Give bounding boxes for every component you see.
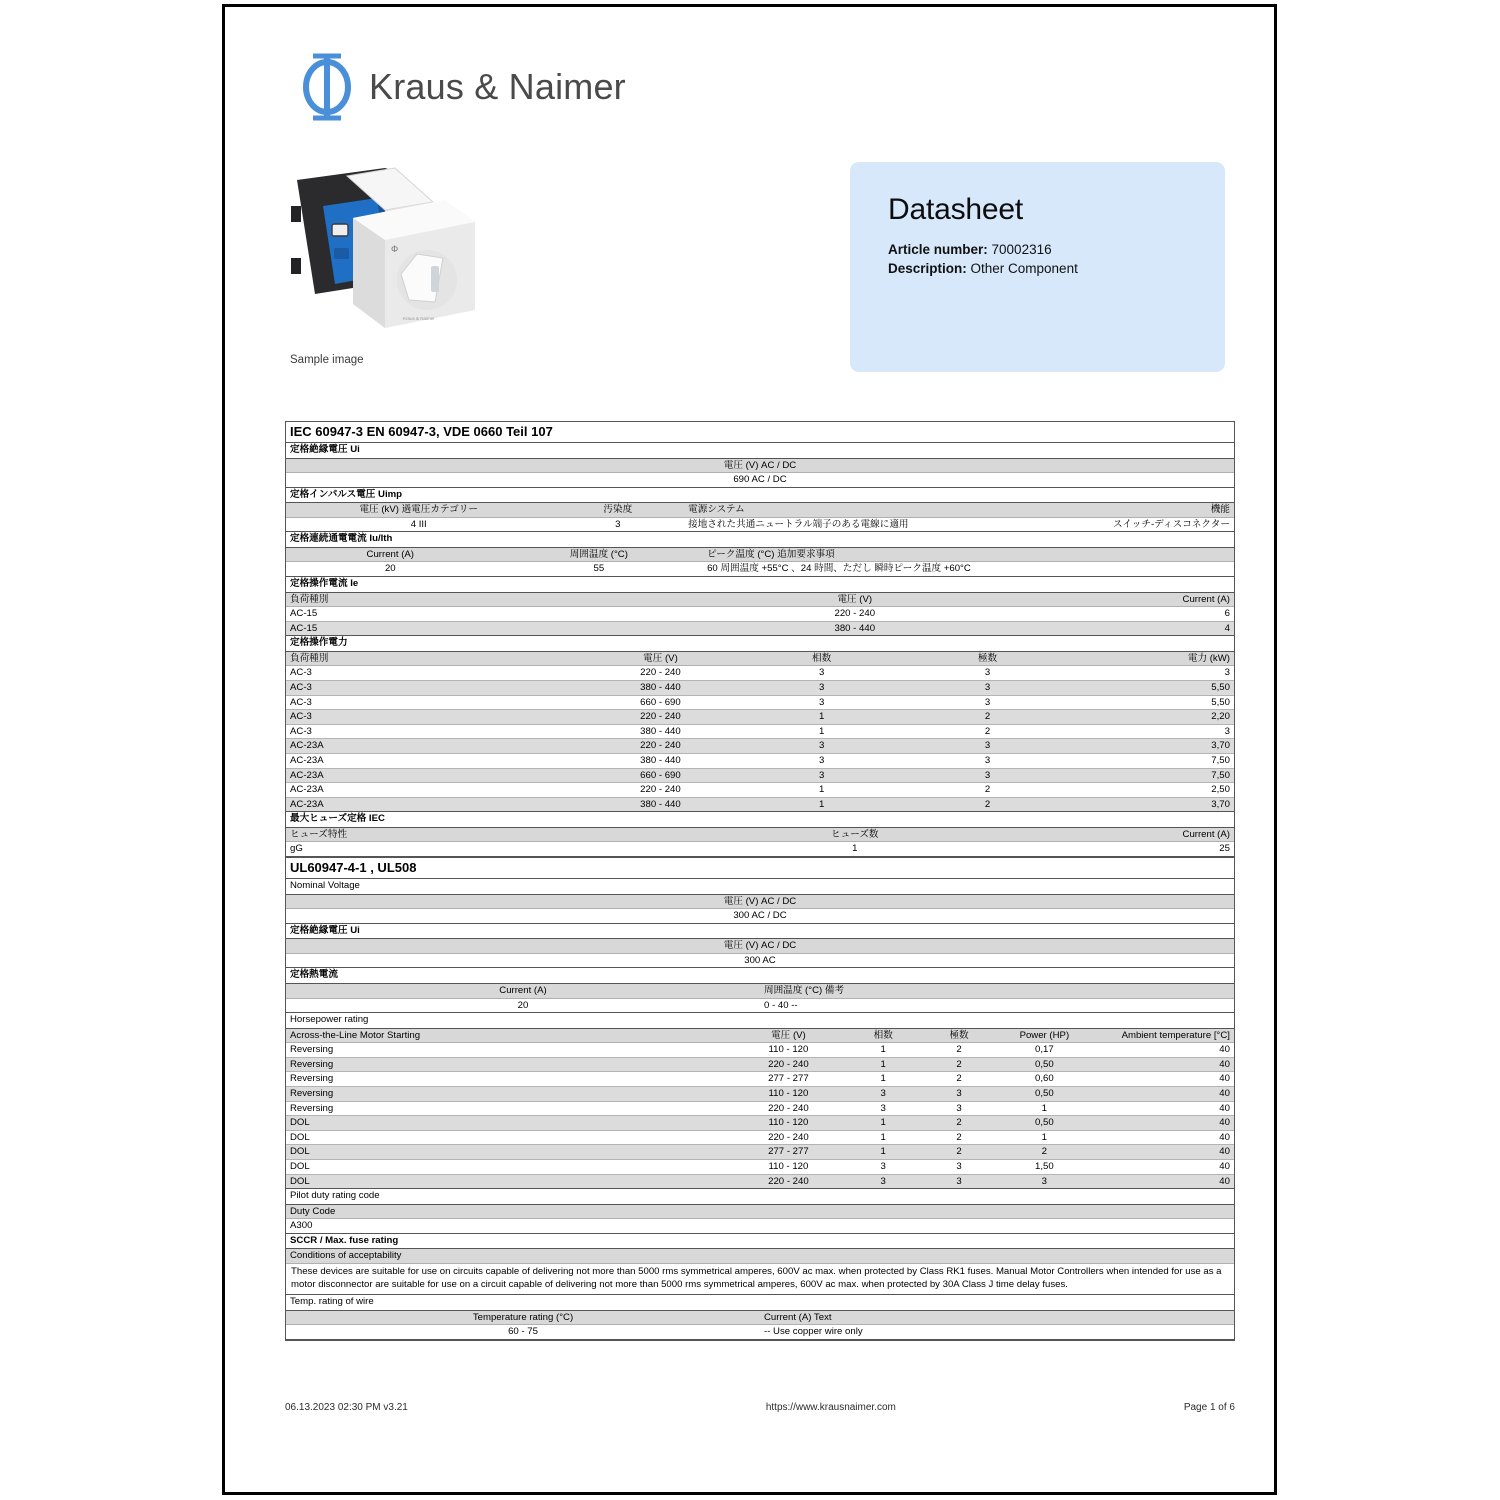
section-title-row: Horsepower rating [286, 1013, 1234, 1029]
section-title-row: 最大ヒューズ定格 IEC [286, 812, 1234, 828]
product-figure [285, 162, 510, 366]
header-cell-0: 負荷種別 [290, 593, 329, 605]
footer-page-number: Page 1 of 6 [1183, 1402, 1235, 1413]
data-cell-0: 690 AC / DC [733, 474, 787, 486]
header-cell-1: 電圧 (V) [837, 593, 873, 605]
standard-title-row: IEC 60947-3 EN 60947-3, VDE 0660 Teil 107 [286, 422, 1234, 443]
data-cell-5: 40 [1219, 1117, 1230, 1129]
data-cell-4: 0,50 [1035, 1058, 1054, 1070]
header-cell-0: Conditions of acceptability [290, 1250, 402, 1262]
header-cell-5: Ambient temperature [°C] [1121, 1029, 1230, 1041]
header-cell-0: 電圧 (kV) 過電圧カテゴリー [359, 504, 478, 516]
data-cell-0: AC-3 [290, 696, 312, 708]
header-cell-3: 極数 [949, 1029, 969, 1041]
data-cell-4: 3 [1224, 725, 1230, 737]
header-cell-2: 相数 [812, 652, 832, 664]
header-cell-1: Current (A) Text [764, 1311, 832, 1323]
header-cell-0: 負荷種別 [290, 652, 329, 664]
brand-name: Kraus & Naimer [369, 66, 626, 107]
data-cell-3: 3 [984, 667, 991, 679]
svg-text:Φ: Φ [391, 244, 399, 254]
data-cell-1: 380 - 440 [834, 622, 876, 634]
data-cell-2: 3 [818, 740, 825, 752]
header-cell-0: 電圧 (V) AC / DC [723, 459, 797, 471]
datasheet-info-card [850, 162, 1225, 372]
description-value: Other Component [966, 261, 1078, 277]
data-cell-5: 40 [1219, 1044, 1230, 1056]
data-cell-0: DOL [290, 1131, 310, 1143]
table-row [286, 1219, 1234, 1234]
data-cell-4: 3,70 [1211, 740, 1230, 752]
header-cell-0: Current (A) [366, 548, 414, 560]
header-cell-2: 相数 [873, 1029, 893, 1041]
table-row [286, 681, 1234, 696]
section-title-row: 定格連続通電電流 Iu/Ith [286, 532, 1234, 548]
data-cell-1: 220 - 240 [768, 1175, 809, 1187]
column-header-row [286, 1311, 1234, 1326]
table-row [286, 710, 1234, 725]
header-cell-0: Current (A) [499, 984, 547, 996]
data-cell-4: 7,50 [1211, 769, 1230, 781]
description-label: Description: [888, 261, 967, 277]
header-cell-2: Current (A) [1182, 828, 1230, 840]
data-cell-1: 660 - 690 [640, 696, 681, 708]
data-cell-0: AC-3 [290, 711, 312, 723]
data-cell-3: 3 [956, 1160, 962, 1172]
header-cell-3: 機能 [1210, 504, 1230, 516]
data-cell-2: 6 [1224, 608, 1230, 620]
column-header-row [286, 1205, 1234, 1220]
data-cell-3: スイッチ-ディスコネクター [1113, 518, 1230, 530]
data-cell-2: 1 [880, 1131, 886, 1143]
document-page [222, 4, 1277, 1495]
table-row [286, 1102, 1234, 1117]
data-cell-5: 40 [1219, 1160, 1230, 1172]
data-cell-5: 40 [1219, 1175, 1230, 1187]
data-cell-4: 0,60 [1035, 1073, 1054, 1085]
table-row [286, 769, 1234, 784]
data-cell-3: 3 [956, 1175, 962, 1187]
table-row [286, 1072, 1234, 1087]
column-header-row [286, 548, 1234, 563]
data-cell-0: 20 [517, 999, 529, 1011]
data-cell-0: 20 [384, 563, 396, 575]
data-cell-2: 3 [818, 667, 825, 679]
data-cell-4: 1 [1041, 1102, 1048, 1114]
data-cell-2: 60 周囲温度 +55°C 、24 時間、ただし 瞬時ピーク温度 +60°C [707, 563, 971, 575]
header-cell-2: ピーク温度 (°C) 追加要求事項 [707, 548, 835, 560]
data-cell-1: 0 - 40 -- [764, 999, 798, 1011]
header-cell-2: Current (A) [1182, 593, 1230, 605]
data-cell-0: 60 - 75 [508, 1326, 538, 1338]
table-row [286, 1145, 1234, 1160]
phi-logo-icon [299, 52, 355, 122]
data-cell-4: 2,20 [1211, 711, 1230, 723]
data-cell-0: AC-15 [290, 608, 318, 620]
data-cell-3: 2 [984, 798, 991, 810]
data-cell-3: 3 [984, 769, 991, 781]
data-cell-0: 4 III [410, 518, 427, 530]
data-cell-4: 5,50 [1211, 696, 1230, 708]
header-cell-1: ヒューズ数 [831, 828, 879, 840]
data-cell-0: DOL [290, 1146, 310, 1158]
data-cell-1: 220 - 240 [768, 1102, 809, 1114]
section-title-row: 定格絶縁電圧 Ui [286, 924, 1234, 940]
table-row [286, 562, 1234, 577]
header-cell-3: 極数 [977, 652, 998, 664]
column-header-row [286, 984, 1234, 999]
section-title-row: Nominal Voltage [286, 879, 1234, 895]
data-cell-2: 1 [818, 798, 825, 810]
section-title-row: 定格操作電力 [286, 636, 1234, 652]
data-cell-0: gG [290, 843, 303, 855]
data-cell-2: 1 [880, 1073, 886, 1085]
header-cell-0: 電圧 (V) AC / DC [723, 940, 797, 952]
data-cell-0: AC-3 [290, 725, 312, 737]
section-title-row: 定格熱電流 [286, 968, 1234, 984]
data-cell-2: 1 [818, 784, 825, 796]
data-cell-1: 660 - 690 [640, 769, 681, 781]
data-cell-3: 2 [984, 784, 991, 796]
product-photo [285, 162, 490, 337]
table-row [286, 1087, 1234, 1102]
data-cell-2: 3 [880, 1175, 886, 1187]
table-row [286, 999, 1234, 1014]
data-cell-1: 220 - 240 [640, 740, 681, 752]
header-cell-0: Temperature rating (°C) [472, 1311, 574, 1323]
data-cell-0: DOL [290, 1160, 310, 1172]
table-row [286, 783, 1234, 798]
data-cell-1: 110 - 120 [768, 1117, 809, 1129]
table-row [286, 909, 1234, 924]
header-cell-1: 電圧 (V) [771, 1029, 806, 1041]
data-cell-3: 3 [956, 1088, 962, 1099]
specification-table [285, 421, 1235, 1341]
data-cell-0: Reversing [290, 1044, 334, 1056]
header-cell-0: 電圧 (V) AC / DC [723, 895, 797, 907]
data-cell-5: 40 [1219, 1073, 1230, 1085]
article-number-value: 70002316 [987, 241, 1052, 257]
table-row [286, 739, 1234, 754]
conditions-note: These devices are suitable for use on circuits capable of delivering not more than 5000 rms symmetrical amperes, 600V ac max. when protected by Class RK1 fuses. Manual Motor Controllers when intended for use as a motor disconnector are suitable for use on a circuit capable of delivering not more than 5000 rms symmetrical amperes, 600V ac max. when protected by 30A Class J time delay fuses. [286, 1264, 1234, 1295]
column-header-row [286, 459, 1234, 474]
data-cell-3: 2 [956, 1073, 962, 1085]
data-cell-2: 1 [818, 711, 825, 723]
data-cell-4: 2,50 [1211, 784, 1230, 796]
data-cell-4: 2 [1041, 1146, 1048, 1158]
data-cell-0: AC-23A [290, 755, 324, 766]
section-title-row: 定格絶縁電圧 Ui [286, 443, 1234, 459]
column-header-row [286, 939, 1234, 954]
data-cell-3: 2 [984, 711, 991, 723]
table-row [286, 473, 1234, 488]
data-cell-0: A300 [290, 1220, 313, 1232]
header-cell-1: 電圧 (V) [643, 652, 678, 664]
standard-title-row: UL60947-4-1 , UL508 [286, 857, 1234, 879]
data-cell-1: 220 - 240 [834, 608, 876, 620]
data-cell-5: 40 [1219, 1146, 1230, 1158]
data-cell-1: 220 - 240 [640, 711, 681, 723]
table-row [286, 1043, 1234, 1058]
column-header-row [286, 593, 1234, 608]
data-cell-3: 2 [956, 1044, 962, 1056]
data-cell-2: 1 [818, 725, 825, 737]
data-cell-1: 380 - 440 [640, 682, 681, 694]
data-cell-1: 3 [615, 518, 621, 530]
data-cell-1: 380 - 440 [640, 798, 681, 810]
data-cell-5: 40 [1219, 1058, 1230, 1070]
footer-timestamp: 06.13.2023 02:30 PM v3.21 [285, 1402, 408, 1413]
header-cell-4: Power (HP) [1019, 1029, 1070, 1041]
table-row [286, 696, 1234, 711]
data-cell-3: 2 [984, 725, 991, 737]
column-header-row [286, 1029, 1234, 1044]
data-cell-4: 3 [1224, 667, 1230, 679]
data-cell-0: DOL [290, 1117, 310, 1129]
data-cell-2: 1 [880, 1058, 886, 1070]
brand-logo [299, 52, 626, 122]
data-cell-0: Reversing [290, 1102, 334, 1114]
data-cell-3: 3 [984, 696, 991, 708]
data-cell-4: 1,50 [1035, 1160, 1054, 1172]
table-row [286, 1131, 1234, 1146]
data-cell-2: 3 [880, 1102, 886, 1114]
data-cell-4: 7,50 [1211, 755, 1230, 766]
data-cell-0: AC-23A [290, 740, 324, 752]
data-cell-0: AC-3 [290, 682, 312, 694]
data-cell-1: 380 - 440 [640, 725, 681, 737]
data-cell-1: -- Use copper wire only [764, 1326, 863, 1338]
data-cell-0: AC-3 [290, 667, 312, 679]
datasheet-title: Datasheet [888, 193, 1023, 226]
data-cell-1: 220 - 240 [640, 784, 681, 796]
table-row [286, 666, 1234, 681]
page-footer [285, 1402, 1235, 1413]
header-cell-0: ヒューズ特性 [290, 828, 348, 840]
data-cell-5: 40 [1219, 1131, 1230, 1143]
data-cell-2: 3 [880, 1088, 886, 1099]
data-cell-0: Reversing [290, 1073, 334, 1085]
data-cell-2: 3 [818, 755, 825, 766]
data-cell-2: 1 [880, 1117, 886, 1129]
table-row [286, 1175, 1234, 1190]
data-cell-1: 110 - 120 [768, 1088, 809, 1099]
table-row [286, 798, 1234, 813]
table-row [286, 725, 1234, 740]
data-cell-2: 3 [880, 1160, 886, 1172]
data-cell-0: 300 AC / DC [733, 910, 787, 922]
data-cell-0: 300 AC [744, 954, 776, 966]
data-cell-5: 40 [1219, 1088, 1230, 1099]
data-cell-3: 2 [956, 1058, 962, 1070]
data-cell-0: AC-23A [290, 769, 324, 781]
header-cell-0: Across-the-Line Motor Starting [290, 1029, 421, 1041]
data-cell-2: 4 [1224, 622, 1230, 634]
data-cell-4: 3 [1041, 1175, 1048, 1187]
table-row [286, 1325, 1234, 1340]
data-cell-3: 2 [956, 1117, 962, 1129]
section-title-row: SCCR / Max. fuse rating [286, 1234, 1234, 1250]
data-cell-3: 3 [956, 1102, 962, 1114]
section-title-row: 定格操作電流 Ie [286, 577, 1234, 593]
data-cell-4: 1 [1041, 1131, 1048, 1143]
data-cell-0: Reversing [290, 1058, 334, 1070]
data-cell-2: 3 [818, 682, 825, 694]
column-header-row [286, 652, 1234, 667]
table-row [286, 622, 1234, 637]
data-cell-1: 277 - 277 [768, 1073, 809, 1085]
table-row [286, 607, 1234, 622]
data-cell-4: 3,70 [1211, 798, 1230, 810]
data-cell-3: 2 [956, 1131, 962, 1143]
data-cell-2: 25 [1219, 843, 1230, 855]
section-title-row: 定格インパルス電圧 Uimp [286, 488, 1234, 504]
data-cell-4: 0,17 [1035, 1044, 1054, 1056]
data-cell-1: 220 - 240 [768, 1058, 809, 1070]
data-cell-0: DOL [290, 1175, 310, 1187]
svg-text:Kraus & Naimer: Kraus & Naimer [403, 316, 435, 321]
data-cell-3: 3 [984, 755, 991, 766]
table-row [286, 754, 1234, 769]
data-cell-3: 2 [956, 1146, 962, 1158]
data-cell-0: AC-15 [290, 622, 318, 634]
table-row [286, 954, 1234, 969]
header-cell-1: 周囲温度 (°C) [569, 548, 628, 560]
article-number-line [888, 240, 1187, 260]
column-header-row [286, 503, 1234, 518]
table-row [286, 518, 1234, 533]
data-cell-1: 110 - 120 [768, 1044, 809, 1056]
article-number-label: Article number: [888, 241, 988, 257]
data-cell-1: 110 - 120 [768, 1160, 809, 1172]
column-header-row [286, 828, 1234, 843]
header-cell-1: 周囲温度 (°C) 備考 [764, 984, 845, 996]
section-title-row: Temp. rating of wire [286, 1295, 1234, 1311]
description-line [888, 259, 1187, 279]
data-cell-4: 0,50 [1035, 1088, 1054, 1099]
data-cell-0: Reversing [290, 1088, 334, 1099]
sample-image-caption: Sample image [290, 354, 364, 366]
footer-url: https://www.krausnaimer.com [765, 1402, 896, 1413]
table-row [286, 1160, 1234, 1175]
data-cell-1: 277 - 277 [768, 1146, 809, 1158]
data-cell-4: 5,50 [1211, 682, 1230, 694]
data-cell-1: 1 [852, 843, 858, 855]
data-cell-2: 接地された共通ニュートラル端子のある電線に適用 [688, 518, 909, 530]
data-cell-2: 1 [880, 1146, 886, 1158]
data-cell-2: 1 [880, 1044, 886, 1056]
data-cell-1: 220 - 240 [640, 667, 681, 679]
data-cell-4: 0,50 [1035, 1117, 1054, 1129]
data-cell-3: 3 [984, 682, 991, 694]
data-cell-5: 40 [1219, 1102, 1230, 1114]
data-cell-1: 380 - 440 [640, 755, 681, 766]
data-cell-0: AC-23A [290, 798, 324, 810]
column-header-row [286, 1249, 1234, 1264]
data-cell-1: 220 - 240 [768, 1131, 809, 1143]
header-cell-4: 電力 (kW) [1187, 652, 1230, 664]
header-cell-2: 電源システム [688, 504, 745, 516]
data-cell-2: 3 [818, 696, 825, 708]
data-cell-1: 55 [593, 563, 605, 575]
data-cell-3: 3 [984, 740, 991, 752]
data-cell-2: 3 [818, 769, 825, 781]
table-row [286, 842, 1234, 857]
column-header-row [286, 895, 1234, 910]
data-cell-0: AC-23A [290, 784, 324, 796]
section-title-row: Pilot duty rating code [286, 1189, 1234, 1205]
table-row [286, 1116, 1234, 1131]
table-row [286, 1058, 1234, 1073]
header-cell-1: 汚染度 [603, 504, 633, 516]
header-cell-0: Duty Code [290, 1205, 336, 1217]
